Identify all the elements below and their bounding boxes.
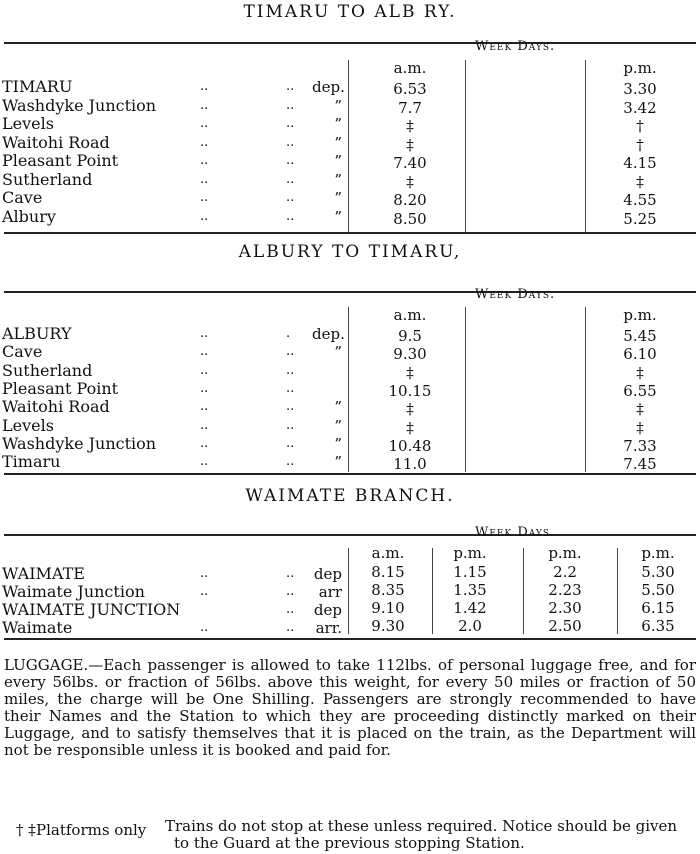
station-name: Timaru [2,452,61,472]
time-cell: 5.30 [641,563,675,581]
s2-col-pm: p.m. [623,306,657,324]
footnote-text-line1: Trains do not stop at these unless required. Notice should be given [165,817,678,835]
ditto-dots: .. [200,134,209,150]
time-cell: 8.15 [371,563,405,581]
arr-dep-mark: arr. [315,619,342,637]
ditto-dots: . [286,326,291,341]
ditto-dots: .. [200,362,209,378]
time-pm: ‡ [636,172,644,191]
ditto-dots: .. [286,190,295,205]
arr-dep-mark: ” [334,434,342,453]
s1-col-pm: p.m. [623,59,657,77]
time-cell: 6.15 [641,599,675,617]
station-name: WAIMATE JUNCTION [2,600,181,619]
section1-title: TIMARU TO ALB RY. [243,2,457,22]
time-pm: 3.42 [623,98,657,117]
station-name: TIMARU [2,77,73,96]
time-pm: ‡ [636,400,644,419]
ditto-dots: .. [286,584,295,599]
section1-top-rule [4,42,696,44]
station-name: Sutherland [2,169,93,189]
ditto-dots: .. [200,326,209,341]
time-cell: 6.35 [641,617,675,635]
time-pm: † [636,117,644,135]
ditto-dots: .. [200,584,209,599]
station-name: Washdyke Junction [2,95,157,115]
ditto-dots: .. [286,344,295,360]
arr-dep-mark: ” [334,207,342,226]
footnote-text-line2: to the Guard at the previous stopping Station. [174,834,525,852]
s3-col-divider [617,548,618,634]
luggage-notice: LUGGAGE.—Each passenger is allowed to take 112lbs. of personal luggage free, and for every 56lbs. or fraction of 56lbs. above this weight, for every 50 miles or fraction of 50 miles, the charge will be One Shilling. Passengers are strongly recommended to have their Names and the Station to which they are proceeding distinctly marked on their Luggage, and to satisfy themselves that it is placed on the train, as the Department will not be responsible unless it is booked and paid for. [4,656,696,759]
time-pm: 7.45 [623,455,657,474]
station-name: ALBURY [2,324,72,343]
time-cell: 5.50 [641,581,675,599]
time-am: 8.20 [393,191,427,209]
time-pm: ‡ [636,363,644,382]
time-cell: 9.10 [371,599,405,617]
time-am: 9.5 [398,327,422,345]
time-pm: 5.25 [623,209,657,228]
station-name: Sutherland [2,360,93,380]
section1-bottom-rule [4,232,696,234]
time-cell: 9.30 [371,617,405,635]
ditto-dots: .. [200,620,209,635]
section2-bottom-rule [4,473,696,475]
station-name: Waimate [2,618,73,637]
time-am: 10.15 [388,381,432,400]
arr-dep-mark: dep. [312,78,345,96]
arr-dep-mark: dep. [312,325,345,343]
station-name: WAIMATE [2,564,85,583]
time-am: ‡ [406,400,414,419]
ditto-dots: .. [286,153,295,168]
ditto-dots: .. [200,344,209,360]
col-header: a.m. [371,544,405,562]
ditto-dots: .. [286,435,295,451]
station-name: Waitohi Road [2,397,110,417]
section3-bottom-rule [4,638,696,640]
ditto-dots: .. [200,435,209,451]
ditto-dots: .. [200,566,209,581]
arr-dep-mark: arr [318,583,342,601]
time-am: 6.53 [393,80,427,98]
time-am: 8.50 [393,209,427,228]
ditto-dots: .. [286,380,295,396]
time-am: 10.48 [388,436,432,455]
ditto-dots: .. [200,190,209,205]
station-name: Albury [2,206,56,226]
arr-dep-mark: dep [313,601,342,619]
time-cell: 2.2 [553,563,577,581]
section3-week-days: Week Days. [475,525,556,540]
station-name: Waimate Junction [2,582,145,601]
time-am: 11.0 [393,455,427,474]
arr-dep-mark: ” [334,152,342,170]
ditto-dots: .. [200,97,209,113]
arr-dep-mark: ” [334,416,342,435]
ditto-dots: .. [286,566,295,581]
ditto-dots: .. [200,208,209,224]
station-name: Pleasant Point [2,151,119,170]
arr-dep-mark: ” [334,343,342,362]
time-am: 9.30 [393,345,427,364]
time-am: 7.40 [393,154,427,172]
s2-col-divider [585,307,586,472]
ditto-dots: .. [200,79,209,94]
col-header: p.m. [641,544,675,562]
arr-dep-mark: ” [334,398,342,417]
ditto-dots: .. [200,116,209,131]
ditto-dots: .. [286,454,295,470]
station-name: Washdyke Junction [2,433,157,453]
ditto-dots: .. [286,134,295,150]
ditto-dots: .. [200,399,209,415]
station-name: Waitohi Road [2,132,110,152]
section2-week-days: Week Days. [475,287,556,302]
time-pm: † [636,135,644,154]
ditto-dots: .. [200,153,209,168]
ditto-dots: .. [200,454,209,470]
time-pm: 4.55 [623,191,657,209]
s3-col-divider [523,548,524,634]
time-pm: 6.55 [623,381,657,400]
time-am: 7.7 [398,98,422,117]
ditto-dots: .. [200,171,209,187]
s1-col-divider [348,60,349,232]
ditto-dots: .. [200,417,209,433]
s1-col-divider [465,60,466,232]
time-cell: 2.23 [548,581,582,599]
arr-dep-mark: ” [334,133,342,152]
ditto-dots: .. [200,380,209,396]
section2-top-rule [4,291,696,293]
s2-col-divider [348,307,349,472]
arr-dep-mark: ” [334,453,342,472]
station-name: Levels [2,415,54,435]
time-pm: 5.45 [623,327,657,345]
footnote-symbol: † ‡ [16,821,36,839]
section3-title: WAIMATE BRANCH. [245,486,455,506]
time-am: ‡ [406,117,414,135]
ditto-dots: .. [286,116,295,131]
ditto-dots: .. [286,97,295,113]
section2-title: ALBURY TO TIMARU, [238,242,462,262]
arr-dep-mark: ” [334,189,342,207]
station-name: Cave [2,342,43,362]
time-am: ‡ [406,418,414,437]
ditto-dots: .. [286,171,295,187]
station-name: Pleasant Point [2,378,119,398]
col-header: p.m. [453,544,487,562]
s2-col-divider [465,307,466,472]
time-cell: 1.42 [453,599,487,617]
time-am: ‡ [406,363,414,382]
arr-dep-mark: ” [334,115,342,133]
time-pm: 7.33 [623,436,657,455]
arr-dep-mark: ” [334,96,342,115]
s2-col-am: a.m. [393,306,427,324]
ditto-dots: .. [286,602,295,617]
ditto-dots: .. [286,417,295,433]
section3-top-rule [4,534,696,536]
ditto-dots: .. [286,79,295,94]
time-pm: 6.10 [623,345,657,364]
s3-col-divider [432,548,433,634]
time-pm: 3.30 [623,80,657,98]
time-cell: 2.30 [548,599,582,617]
time-am: ‡ [406,172,414,191]
time-pm: ‡ [636,418,644,437]
time-cell: 1.15 [453,563,487,581]
section1-week-days: Week Days. [475,39,556,54]
col-header: p.m. [548,544,582,562]
ditto-dots: .. [286,399,295,415]
time-pm: 4.15 [623,154,657,172]
s1-col-divider [585,60,586,232]
time-am: ‡ [406,135,414,154]
time-cell: 1.35 [453,581,487,599]
time-cell: 8.35 [371,581,405,599]
station-name: Levels [2,114,54,133]
footnote-label: Platforms only [36,821,147,839]
s3-col-divider [348,548,349,634]
time-cell: 2.0 [458,617,482,635]
time-cell: 2.50 [548,617,582,635]
ditto-dots: .. [286,620,295,635]
ditto-dots: .. [286,208,295,224]
s1-col-am: a.m. [393,59,427,77]
arr-dep-mark: ” [334,170,342,189]
station-name: Cave [2,188,43,207]
ditto-dots: .. [286,362,295,378]
arr-dep-mark: dep [313,565,342,583]
